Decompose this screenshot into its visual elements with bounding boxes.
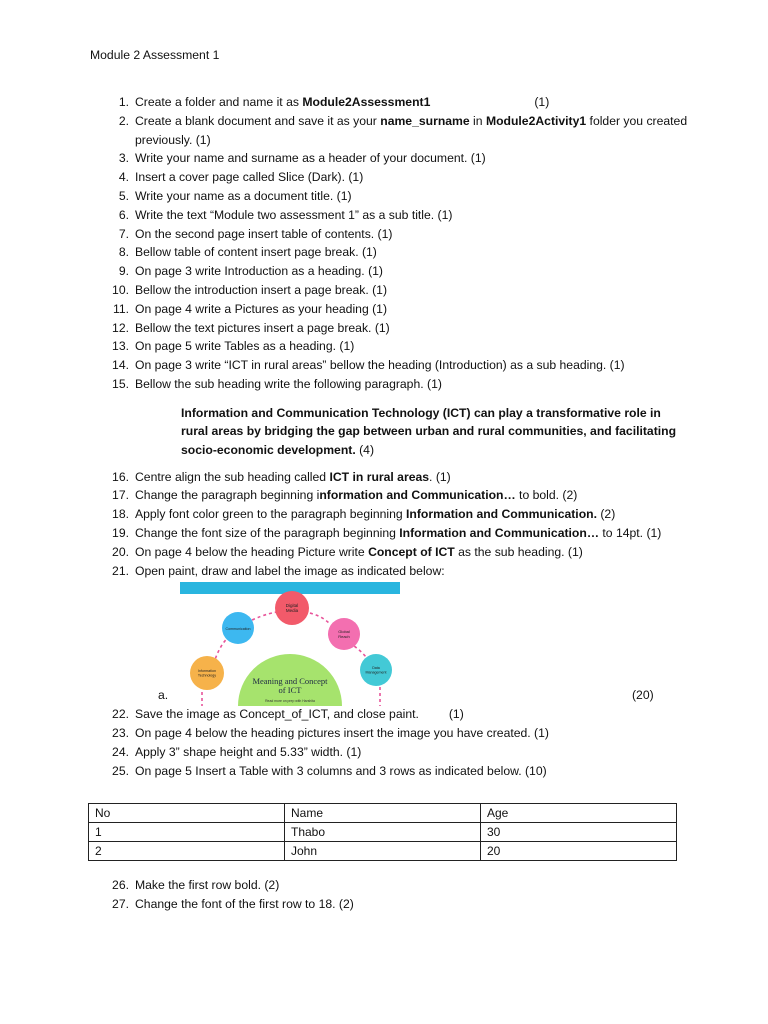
item-text: On page 5 Insert a Table with 3 columns and 3 rows as indicated below. (10) <box>135 763 547 778</box>
item-bold-text: Module2Assessment1 <box>302 95 431 109</box>
item-number: 6. <box>118 207 129 222</box>
item-text: Bellow the text pictures insert a page break. (1) <box>135 320 390 335</box>
item-number: 3. <box>118 151 129 166</box>
item-points: (1) <box>534 95 550 109</box>
list-item <box>104 762 694 781</box>
list-item <box>104 281 694 300</box>
item-text: Change the paragraph beginning i <box>135 488 320 503</box>
list-item <box>104 876 694 895</box>
item-text: On page 3 write Introduction as a heading. (1) <box>135 264 383 279</box>
list-item <box>104 543 694 562</box>
figure-points: (20) <box>632 688 654 703</box>
item-points: (1) <box>448 707 464 722</box>
item-text: Change the font of the first row to 18. (2) <box>135 896 354 911</box>
item-number: 5. <box>118 188 129 203</box>
table-cell: No <box>89 804 285 823</box>
center-subtitle: Read more on prep with Harshita <box>265 699 315 704</box>
item-number: 18. <box>112 507 129 522</box>
list-item <box>104 375 694 394</box>
item-text: Change the font size of the paragraph beginning <box>135 525 400 540</box>
item-number: 22. <box>112 707 129 722</box>
figure-sub-label: a. <box>158 688 169 703</box>
item-number: 14. <box>112 358 129 373</box>
list-item <box>104 168 694 187</box>
task-list <box>104 93 694 781</box>
item-number: 13. <box>112 339 129 354</box>
item-bold-text: Concept of ICT <box>368 544 455 559</box>
item-text: Write your name and surname as a header of your document. (1) <box>135 151 486 166</box>
item-number: 4. <box>118 170 129 185</box>
table-cell: 30 <box>481 823 677 842</box>
list-item <box>104 468 694 487</box>
list-item <box>104 93 694 112</box>
list-item <box>104 225 694 244</box>
page-title: Module 2 Assessment 1 <box>90 48 220 62</box>
table-cell: Age <box>481 804 677 823</box>
item-number: 24. <box>112 744 129 759</box>
item-number: 11. <box>112 301 129 316</box>
list-item <box>104 356 694 375</box>
item-text: Apply 3” shape height and 5.33” width. (1) <box>135 744 362 759</box>
item-bold-text: nformation and Communication… <box>319 488 516 503</box>
list-item <box>104 149 694 168</box>
center-title: Meaning and Concept of ICT <box>252 676 328 696</box>
list-item <box>104 187 694 206</box>
item-text: Bellow the sub heading write the following paragraph. (1) <box>135 376 442 391</box>
item-text: Centre align the sub heading called <box>135 469 330 484</box>
list-item <box>104 337 694 356</box>
item-number: 17. <box>112 488 129 503</box>
node-label: Data Management <box>365 666 387 675</box>
item-text: as the sub heading. (1) <box>454 544 583 559</box>
item-text: On page 4 below the heading pictures insert the image you have created. (1) <box>135 726 549 741</box>
list-item <box>104 895 694 914</box>
list-item <box>104 300 694 319</box>
item-number: 1. <box>118 95 129 109</box>
table-row <box>89 842 677 861</box>
item-number: 16. <box>112 469 129 484</box>
item-bold-text: ICT in rural areas <box>329 469 430 484</box>
item-number: 12. <box>112 320 129 335</box>
list-item <box>104 743 694 762</box>
data-table <box>88 803 677 861</box>
item-number: 2. <box>118 113 129 128</box>
item-text: Write your name as a document title. (1) <box>135 188 352 203</box>
item-number: 8. <box>118 245 129 260</box>
list-item <box>104 206 694 225</box>
item-number: 7. <box>118 226 129 241</box>
list-item <box>104 705 694 724</box>
item-text: to bold. (2) <box>515 488 578 503</box>
item-text: On page 3 write “ICT in rural areas” bellow the heading (Introduction) as a sub heading. (1) <box>135 358 625 373</box>
quoted-paragraph <box>181 404 681 460</box>
item-bold-text: name_surname <box>380 113 470 128</box>
item-text: Bellow the introduction insert a page break. (1) <box>135 282 388 297</box>
item-text: Bellow table of content insert page break. (1) <box>135 245 377 260</box>
node-label: Digital Media <box>285 603 299 614</box>
list-item <box>104 262 694 281</box>
item-number: 20. <box>112 544 129 559</box>
item-text: Write the text “Module two assessment 1” as a sub title. (1) <box>135 207 453 222</box>
item-number: 15. <box>112 376 129 391</box>
list-item <box>104 562 694 581</box>
item-text: folder you created previously. (1) <box>135 113 688 147</box>
item-number: 10. <box>112 282 129 297</box>
item-text: On page 4 write a Pictures as your heading (1) <box>135 301 388 316</box>
item-text: to 14pt. (1) <box>599 525 662 540</box>
node-label: Information Technology <box>197 669 217 678</box>
item-text: (2) <box>596 507 616 522</box>
item-text: On page 5 write Tables as a heading. (1) <box>135 339 355 354</box>
item-bold-text: Information and Communication… <box>399 525 600 540</box>
item-number: 27. <box>112 896 129 911</box>
item-number: 26. <box>112 878 129 892</box>
item-text: Save the image as Concept_of_ICT, and close paint. <box>135 707 419 722</box>
list-item <box>104 505 694 524</box>
table-cell: Thabo <box>285 823 481 842</box>
concept-diagram <box>180 582 400 706</box>
concept-of-ict-image <box>180 582 400 706</box>
item-bold-text: Module2Activity1 <box>485 113 587 128</box>
figure-row <box>104 580 694 705</box>
list-item <box>104 112 694 150</box>
table-cell: John <box>285 842 481 861</box>
quote-points: (4) <box>359 442 375 457</box>
item-text: in <box>469 113 486 128</box>
item-text: Insert a cover page called Slice (Dark). (1) <box>135 170 364 185</box>
table-cell: 1 <box>89 823 285 842</box>
node-label: Global Reach <box>338 629 350 640</box>
item-number: 23. <box>112 726 129 741</box>
item-number: 9. <box>118 264 129 279</box>
item-text: Make the first row bold. (2) <box>135 878 280 892</box>
task-list-continued <box>104 876 694 914</box>
node-label: Communication <box>225 627 251 632</box>
item-text: On the second page insert table of contents. (1) <box>135 226 393 241</box>
item-text: On page 4 below the heading Picture write <box>135 544 369 559</box>
item-text: Apply font color green to the paragraph beginning <box>135 507 407 522</box>
table-cell: 20 <box>481 842 677 861</box>
list-item <box>104 243 694 262</box>
item-bold-text: Information and Communication. <box>406 507 597 522</box>
table-cell: Name <box>285 804 481 823</box>
list-item <box>104 724 694 743</box>
table-row <box>89 823 677 842</box>
item-number: 25. <box>112 763 129 778</box>
item-text: Create a blank document and save it as your <box>135 113 381 128</box>
item-number: 21. <box>112 563 129 578</box>
quote-text: Information and Communication Technology (ICT) can play a transformative role in rural areas by bridging the gap between urban and rural communities, and facilitating socio-economic development. <box>181 405 677 457</box>
list-item <box>104 486 694 505</box>
item-text: Create a folder and name it as <box>135 95 303 109</box>
table-row <box>89 804 677 823</box>
list-item <box>104 524 694 543</box>
item-number: 19. <box>112 525 129 540</box>
item-text: Open paint, draw and label the image as indicated below: <box>135 563 445 578</box>
item-text: . (1) <box>429 469 451 484</box>
list-item <box>104 319 694 338</box>
table-cell: 2 <box>89 842 285 861</box>
